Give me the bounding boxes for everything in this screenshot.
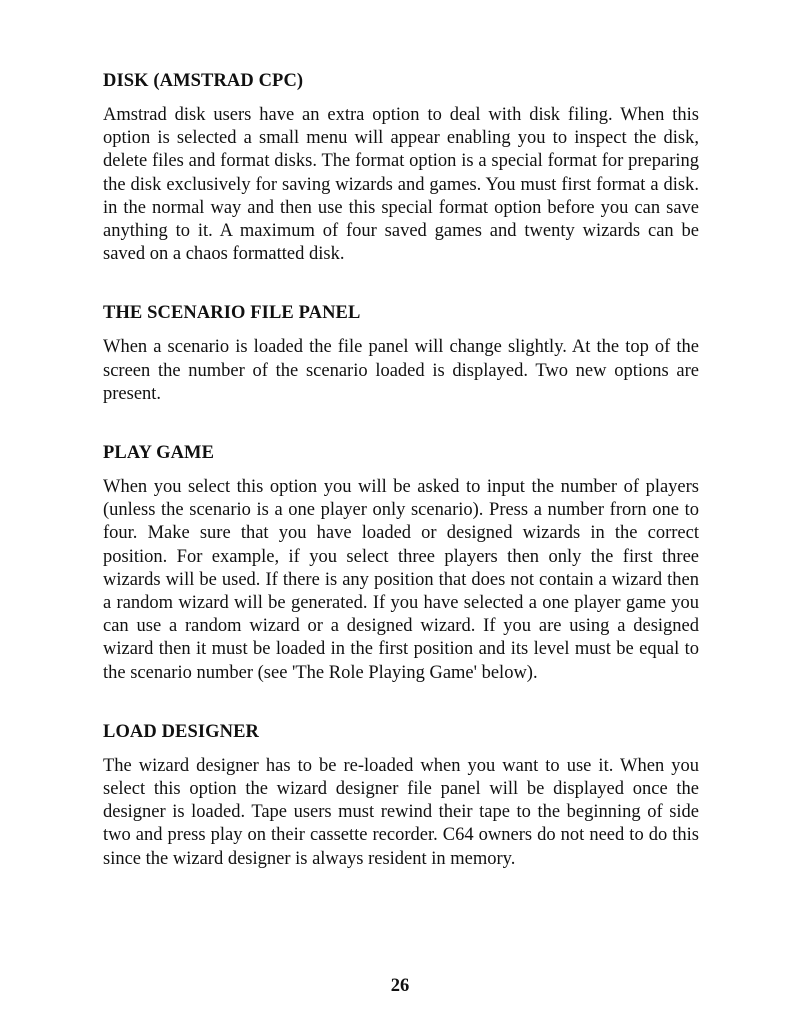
page-number: 26: [390, 976, 410, 996]
section-body: When you select this option you will be asked to input the number of players (unless the scenario is a one player only scenario). Press a number frorn one to four. Make sure that you have loaded or designed wizards in the correct position. For example, if you select three players then only the first three wizards will be used. If there is any position that does not contain a wizard then a random wizard will be generated. If you have selected a one player game you can use a random wizard or a designed wizard. If you are using a designed wizard then it must be loaded in the first position and its level must be equal to the scenario number (see 'The Role Playing Game' below).: [103, 477, 699, 683]
section-heading: DISK (AMSTRAD CPC): [103, 71, 304, 91]
section-heading: PLAY GAME: [103, 443, 215, 464]
section-load-designer: [103, 721, 699, 871]
section-disk-amstrad: [103, 70, 699, 266]
section-body: When a scenario is loaded the file panel will change slightly. At the top of the screen the number of the scenario loaded is displayed. Two new options are present.: [103, 337, 699, 404]
section-play-game: [103, 442, 699, 685]
section-heading: THE SCENARIO FILE PANEL: [103, 303, 361, 324]
section-heading: LOAD DESIGNER: [103, 721, 260, 742]
section-body: Amstrad disk users have an extra option to deal with disk filing. When this option is selected a small menu will appear enabling you to inspect the disk, delete files and format disks. The format option is a special format for preparing the disk exclusively for saving wizards and games. You must first format a disk. in the normal way and then use this special format option before you can save anything to it. A maximum of four saved games and twenty wizards can be saved on a chaos formatted disk.: [103, 105, 699, 265]
section-body: The wizard designer has to be re-loaded when you want to use it. When you select this option the wizard designer file panel will be displayed once the designer is loaded. Tape users must rewind their tape to the beginning of side two and press play on their cassette recorder. C64 owners do not need to do this since the wizard designer is always resident in memory.: [103, 755, 699, 869]
manual-page: [103, 70, 699, 907]
section-scenario-file-panel: [103, 302, 699, 406]
